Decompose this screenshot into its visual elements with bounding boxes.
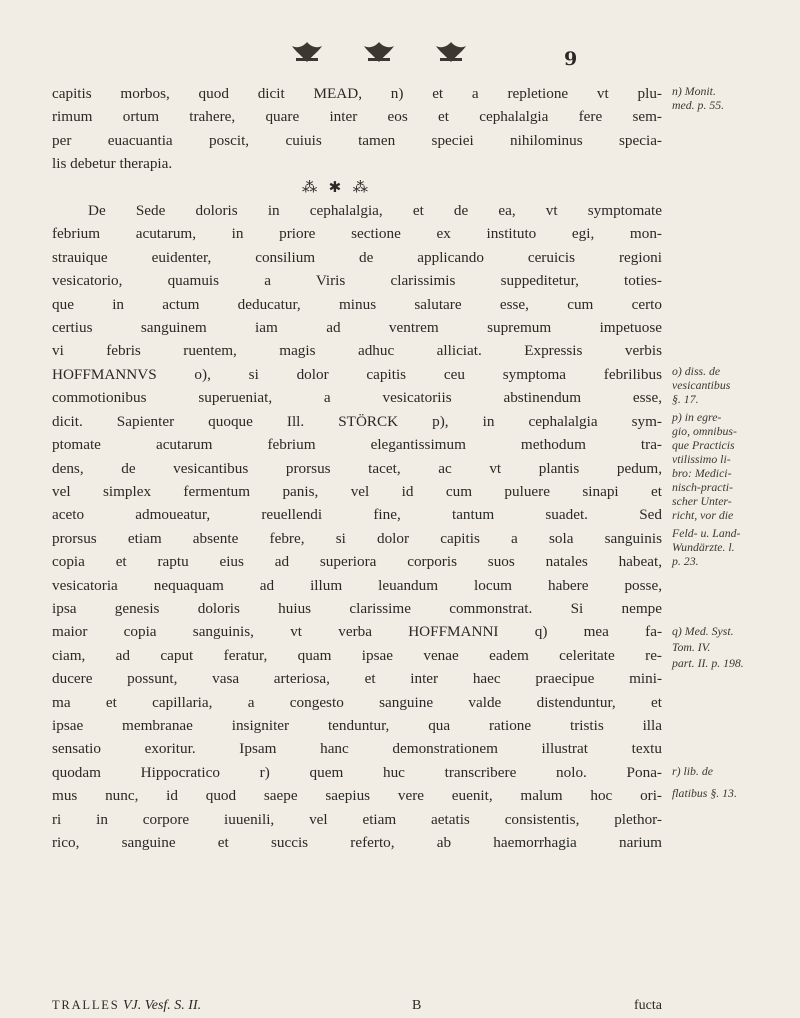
catchline: [52, 998, 662, 1014]
text-line: HOFFMANNVS o), si dolor capitis ceu symptoma febrilibus: [52, 365, 662, 383]
fleuron-ornament-icon: [290, 40, 324, 64]
marginal-note: Feld- u. Land-: [672, 526, 741, 540]
text-line: prorsus etiam absente febre, si dolor capitis a sola sanguinis: [52, 529, 662, 547]
text-line: vesicatoria nequaquam ad illum leuandum locum habere posse,: [52, 576, 662, 594]
marginal-note: scher Unter-: [672, 494, 732, 508]
running-title: VJ. Vesf. S. II.: [122, 998, 202, 1013]
marginal-note: vesicantibus: [672, 378, 731, 392]
marginal-note: gio, omnibus-: [672, 424, 737, 438]
text-line: commotionibus superueniat, a vesicatoriis abstinendum esse,: [52, 389, 662, 407]
text-line: ciam, ad caput feratur, quam ipsae venae eadem celeritate re-: [52, 646, 662, 664]
text-line: dens, de vesicantibus prorsus tacet, ac vt plantis pedum,: [52, 459, 662, 477]
fleuron-ornament-icon: [362, 40, 396, 64]
text-line: rimum ortum trahere, quare inter eos et cephalalgia fere sem-: [52, 108, 662, 126]
marginal-note: Tom. IV.: [672, 640, 711, 654]
text-line: copia et raptu eius ad superiora corporis suos natales habeat,: [52, 553, 662, 571]
text-line: ipsa genesis doloris huius clarissime commonstrat. Si nempe: [52, 599, 662, 617]
text-line: capitis morbos, quod dicit MEAD, n) et a repletione vt plu-: [52, 85, 662, 102]
text-line: rico, sanguine et succis referto, ab haemorrhagia narium: [52, 834, 662, 851]
text-line: sensatio exoritur. Ipsam hanc demonstrationem illustrat textu: [52, 740, 662, 758]
text-line: ri in corpore iuuenili, vel etiam aetatis consistentis, plethor-: [52, 810, 662, 828]
body-text: [52, 82, 662, 854]
text-line: que in actum deducatur, minus salutare esse, cum certo: [52, 295, 662, 313]
text-line: ptomate acutarum febrium elegantissimum methodum tra-: [52, 436, 662, 454]
text-line: lis debetur therapia.: [52, 155, 173, 173]
marginal-note: med. p. 55.: [672, 98, 725, 112]
text-line: ipsae membranae insigniter tenduntur, qua ratione tristis illa: [52, 716, 662, 734]
marginal-note: Wundärzte. l.: [672, 540, 735, 554]
running-author: TRALLES: [52, 998, 120, 1012]
text-line: vesicatorio, quamuis a Viris clarissimis suppeditetur, toties-: [52, 272, 662, 290]
marginal-note: n) Monit.: [672, 84, 716, 98]
marginal-note: richt, vor die: [672, 508, 734, 522]
text-line: per euacuantia poscit, cuiuis tamen speciei nihilominus specia-: [52, 131, 662, 149]
marginal-note: flatibus §. 13.: [672, 786, 737, 800]
page-number: 9: [564, 48, 578, 70]
text-line: mus nunc, id quod saepe saepius vere euenit, malum hoc ori-: [52, 787, 662, 805]
marginal-note: bro: Medici-: [672, 466, 732, 480]
marginal-note: §. 17.: [672, 392, 699, 406]
section-divider: ⁂ ✱ ⁂: [302, 178, 368, 196]
fleuron-ornament-icon: [434, 40, 468, 64]
text-line: vel simplex fermentum panis, vel id cum puluere sinapi et: [52, 482, 662, 500]
marginal-note: r) lib. de: [672, 764, 713, 778]
text-line: strauique euidenter, consilium de applicando ceruicis regioni: [52, 248, 662, 266]
marginal-note: p. 23.: [672, 554, 699, 568]
marginal-note: p) in egre-: [672, 410, 722, 424]
text-line: maior copia sanguinis, vt verba HOFFMANNI q) mea fa-: [52, 623, 662, 641]
text-line: De Sede doloris in cephalalgia, et de ea, vt symptomate: [88, 202, 662, 220]
marginal-note: q) Med. Syst.: [672, 624, 734, 638]
marginal-note: nisch-practi-: [672, 480, 733, 494]
signature-mark: B: [412, 998, 422, 1013]
catchword: fucta: [634, 998, 662, 1013]
text-line: ducere possunt, vasa arteriosa, et inter haec praecipue mini-: [52, 670, 662, 688]
text-line: dicit. Sapienter quoque Ill. STÖRCK p), in cephalalgia sym-: [52, 412, 662, 430]
marginal-note: part. II. p. 198.: [672, 656, 744, 670]
marginal-note: vtilissimo li-: [672, 452, 731, 466]
marginal-note: o) diss. de: [672, 364, 721, 378]
marginal-note: que Practicis: [672, 438, 735, 452]
text-line: febrium acutarum, in priore sectione ex instituto egi, mon-: [52, 225, 662, 243]
text-line: quodam Hippocratico r) quem huc transcribere nolo. Pona-: [52, 763, 662, 781]
text-line: aceto admoueatur, reuellendi fine, tantum suadet. Sed: [52, 506, 662, 524]
text-line: vi febris ruentem, magis adhuc alliciat. Expressis verbis: [52, 342, 662, 360]
text-line: ma et capillaria, a congesto sanguine valde distenduntur, et: [52, 693, 662, 711]
text-line: certius sanguinem iam ad ventrem supremum impetuose: [52, 319, 662, 337]
header-ornaments: [290, 40, 468, 64]
